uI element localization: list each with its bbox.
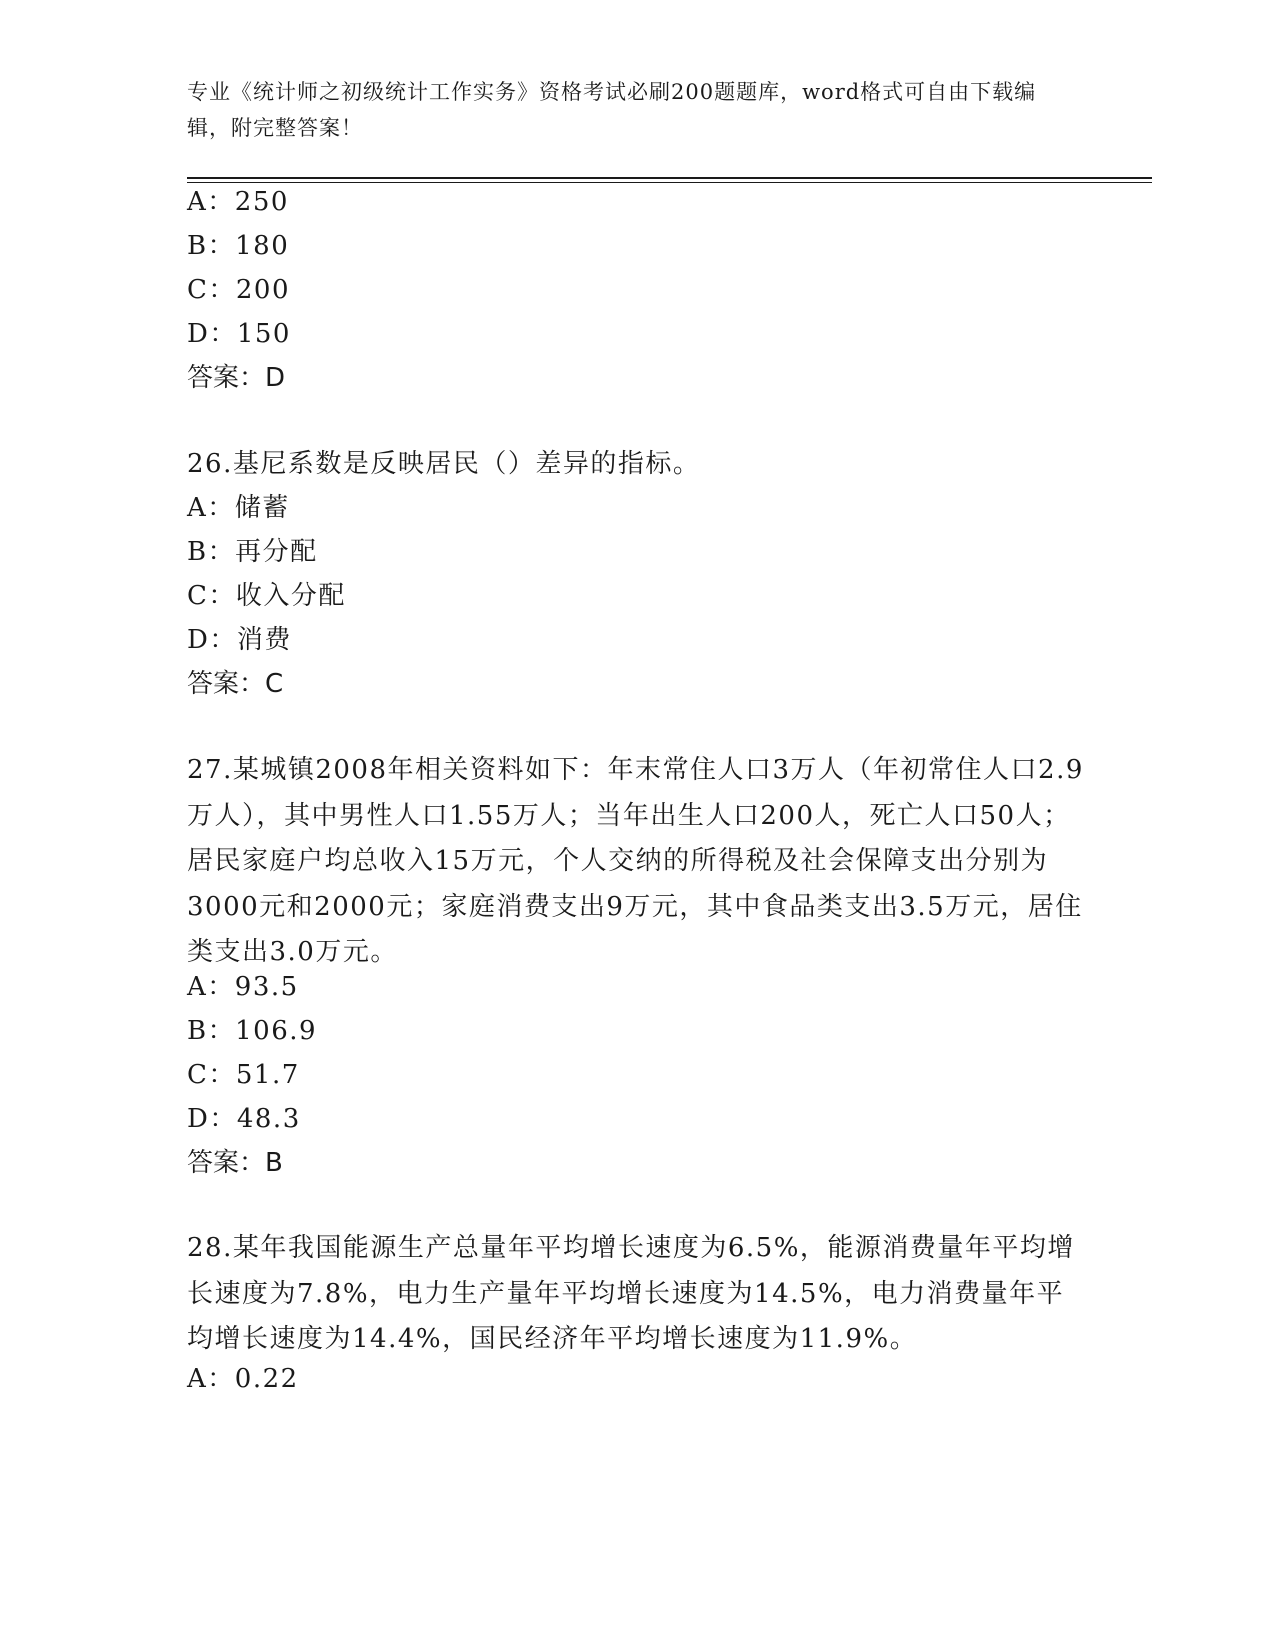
q25-option-c: C：200 [187, 275, 291, 305]
q26-option-a: A：储蓄 [187, 493, 290, 523]
q25-answer: 答案：D [187, 363, 286, 393]
q26-option-b: B：再分配 [187, 537, 318, 567]
q27-stem: 27.某城镇2008年相关资料如下：年末常住人口3万人（年初常住人口2.9万人），其中男性人口1.55万人；当年出生人口200人，死亡人口50人；居民家庭户均总收入15万元，个人交纳的所得税及社会保障支出分别为3000元和2000元；家庭消费支出9万元，其中食品类支出3.5万元，居住类支出3.0万元。 [187, 755, 1084, 967]
q27-option-b: B：106.9 [187, 1016, 318, 1046]
q25-option-b: B：180 [187, 231, 290, 261]
q28-option-a: A：0.22 [187, 1364, 299, 1394]
q25-option-d: D：150 [187, 319, 291, 349]
header-rule-thick [187, 177, 1152, 179]
q27-answer: 答案：B [187, 1148, 283, 1178]
q27-option-c: C：51.7 [187, 1060, 300, 1090]
q26-answer: 答案：C [187, 669, 284, 699]
q28-stem: 28.某年我国能源生产总量年平均增长速度为6.5%，能源消费量年平均增长速度为7.8%，电力生产量年平均增长速度为14.5%，电力消费量年平均增长速度为14.4%，国民经济年平均增长速度为11.9%。 [187, 1233, 1075, 1354]
q26-stem: 26.基尼系数是反映居民（）差异的指标。 [187, 449, 701, 479]
q26-option-d: D：消费 [187, 625, 292, 655]
header-rule-thin [187, 182, 1152, 183]
q25-option-a: A：250 [187, 187, 289, 217]
q26-option-c: C：收入分配 [187, 581, 346, 611]
q27-option-d: D：48.3 [187, 1104, 301, 1134]
q27-option-a: A：93.5 [187, 972, 299, 1002]
document-header: 专业《统计师之初级统计工作实务》资格考试必刷200题题库，word格式可自由下载编辑，附完整答案！ [187, 80, 1037, 140]
